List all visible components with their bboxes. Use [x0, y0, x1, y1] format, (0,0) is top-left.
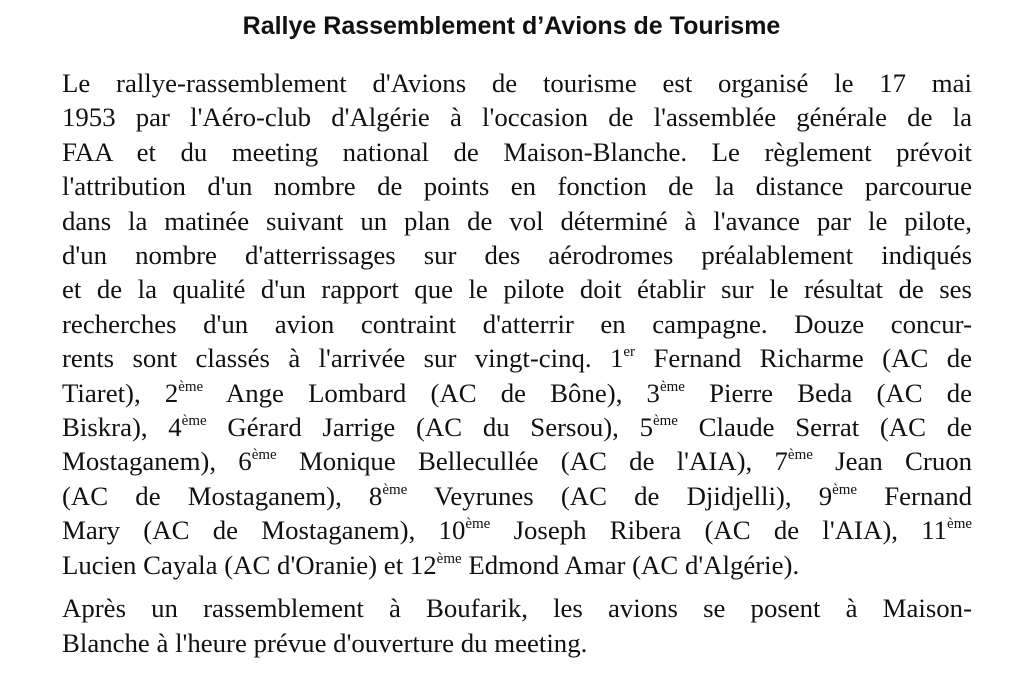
rank-name: Fernand Richarme — [653, 343, 864, 374]
rank-number: 4 — [168, 412, 182, 443]
rank-name: Gérard Jarrige — [227, 412, 396, 443]
rank-name: Veyrunes — [433, 480, 534, 511]
rank-number: 2 — [164, 377, 179, 408]
text-line: Mostaganem), 6ème Monique Bellecullée (AC de l'AIA), 7ème Jean Cruon — [62, 446, 973, 477]
rank-number: 11 — [921, 515, 948, 546]
rank-suffix: ème — [382, 481, 408, 498]
text-line: 1953 par l'Aéro-club d'Algérie à l'occasion de l'assemblée générale de la — [62, 102, 972, 133]
text-line: rents sont classés à l'arrivée sur vingt-cinq. 1er Fernand Richarme (AC de — [62, 343, 972, 374]
rank-7 — [775, 446, 973, 476]
rank-suffix: ème — [787, 447, 813, 464]
text-line: recherches d'un avion contraint d'atterrir en campagne. Douze concur- — [62, 308, 972, 339]
rank-name: Lucien Cayala — [62, 549, 218, 580]
rank-6: 6ème Monique Bellecullée (AC de l'AIA), — [238, 446, 753, 477]
rank-name: Ange Lombard — [225, 377, 407, 408]
text-line: Le rallye-rassemblement d'Avions de tourisme est organisé le 17 mai — [62, 68, 972, 98]
rank-suffix: ème — [652, 413, 678, 430]
rank-club: (AC d'Oranie) — [224, 549, 378, 580]
rank-suffix: ème — [659, 378, 685, 395]
rank-name: Joseph Ribera — [513, 515, 682, 546]
rank-number: 7 — [774, 446, 788, 477]
rank-suffix: ème — [947, 516, 973, 533]
text-line: Lucien Cayala (AC d'Oranie) et 12ème Edmond Amar (AC d'Algérie). — [62, 549, 800, 580]
text-line: et de la qualité d'un rapport que le pilote doit établir sur le résultat de ses — [62, 274, 972, 305]
rank-club: (AC du Sersou) — [416, 412, 613, 443]
text-line: Biskra), 4ème Gérard Jarrige (AC du Sersou), 5ème Claude Serrat (AC de — [62, 412, 972, 443]
rank-name: Jean Cruon — [835, 446, 973, 477]
rank-club: (AC de l'AIA) — [704, 515, 892, 546]
rank-number: 8 — [368, 480, 383, 511]
rank-club: (AC de Bône) — [430, 377, 616, 408]
paragraph-arrival — [62, 591, 972, 660]
rank-11 — [921, 515, 972, 545]
results-intro: rents sont classés à l'arrivée sur vingt-cinq. — [62, 343, 592, 374]
rank-club: (AC de Mostaganem) — [143, 515, 409, 546]
text-line: Blanche à l'heure prévue d'ouverture du meeting. — [62, 627, 588, 658]
rank-number: 3 — [646, 377, 660, 408]
document-title: Rallye Rassemblement d’Avions de Tourisme — [242, 12, 781, 40]
text-line: Après un rassemblement à Boufarik, les avions se posent à Maison- — [62, 593, 972, 624]
rank-10: 10ème Joseph Ribera (AC de l'AIA), — [438, 515, 898, 546]
rank-suffix: er — [623, 344, 636, 361]
text-line: dans la matinée suivant un plan de vol déterminé à l'avance par le pilote, — [62, 205, 972, 236]
rank-suffix: ème — [251, 447, 277, 464]
rank-8: 8ème Veyrunes (AC de Djidjelli), — [368, 480, 792, 511]
rank-3 — [647, 378, 853, 408]
rank-number: 1 — [609, 343, 624, 374]
rank-name: Monique Bellecullée — [298, 446, 539, 477]
text-line: Mary (AC de Mostaganem), 10ème Joseph Ribera (AC de l'AIA), 11ème — [62, 515, 973, 546]
rank-number: 5 — [639, 412, 653, 443]
rank-suffix: ème — [436, 550, 462, 567]
text-line: FAA et du meeting national de Maison-Blanche. Le règlement prévoit — [62, 136, 972, 167]
article-body — [62, 66, 972, 660]
rank-number: 9 — [818, 480, 833, 511]
paragraph-results — [62, 66, 972, 582]
text-line: (AC de Mostaganem), 8ème Veyrunes (AC de Djidjelli), 9ème Fernand — [62, 480, 973, 511]
rank-number: 6 — [238, 446, 252, 477]
rank-4: 4ème Gérard Jarrige (AC du Sersou), — [168, 412, 619, 443]
rank-name: Pierre Beda — [709, 377, 853, 408]
rank-2: 2ème Ange Lombard (AC de Bône), — [164, 377, 623, 408]
rank-12 — [410, 550, 799, 580]
text-line: l'attribution d'un nombre de points en fonction de la distance parcourue — [62, 171, 972, 202]
text-line: d'un nombre d'atterrissages sur des aérodromes préalablement indiqués — [62, 240, 972, 271]
rank-club: (AC de Djidjelli) — [560, 480, 785, 511]
rank-name: Edmond Amar — [468, 549, 626, 580]
rank-suffix: ème — [465, 516, 491, 533]
rank-club: (AC de l'AIA) — [560, 446, 746, 477]
rank-5 — [640, 412, 860, 442]
text-line: Tiaret), 2ème Ange Lombard (AC de Bône), 3ème Pierre Beda (AC de — [62, 377, 973, 408]
rank-club: (AC d'Algérie). — [632, 549, 800, 580]
rank-name: Claude Serrat — [698, 412, 860, 443]
rank-9: 9ème Fernand — [818, 480, 973, 511]
rank-1 — [610, 343, 864, 373]
rank-number: 12 — [409, 549, 437, 580]
rank-number: 10 — [438, 515, 466, 546]
rank-suffix: ème — [181, 413, 207, 430]
rank-suffix: ème — [178, 378, 204, 395]
rank-suffix: ème — [832, 481, 858, 498]
